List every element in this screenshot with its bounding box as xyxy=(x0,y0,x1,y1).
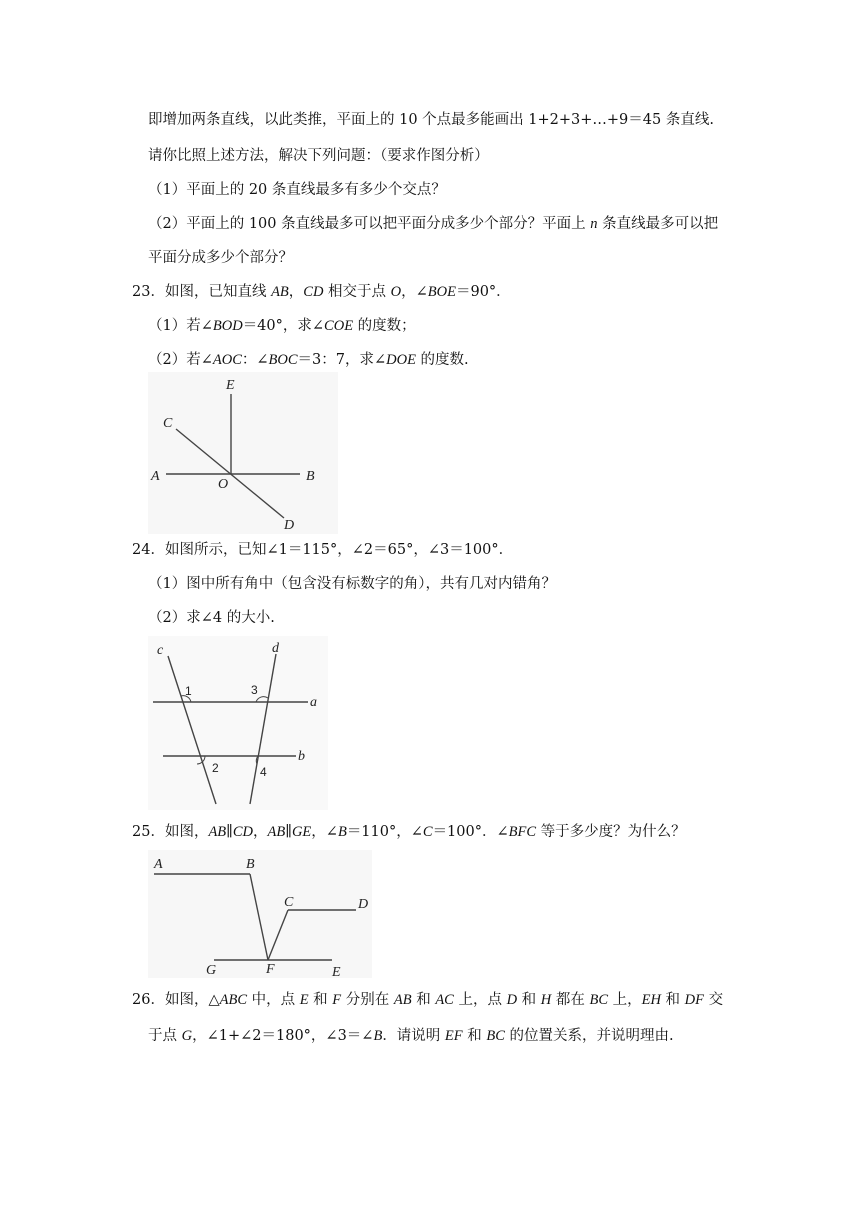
fig24-angle-4: 4 xyxy=(260,765,267,779)
fig23-label-a: A xyxy=(151,469,160,484)
intro-line-1: 即增加两条直线，以此类推，平面上的 10 个点最多能画出 1+2+3+…+9＝45 条直线. xyxy=(148,112,714,128)
intro-question-2: （2）平面上的 100 条直线最多可以把平面分成多少个部分？平面上 n 条直线最多可以把 xyxy=(148,216,719,232)
fig25-label-e: E xyxy=(332,965,341,978)
fig25-label-a: A xyxy=(154,857,163,872)
problem-24-part-1: （1）图中所有角中（包含没有标数字的角），共有几对内错角？ xyxy=(148,576,556,592)
fig23-label-o: O xyxy=(218,477,229,492)
fig23-label-c: C xyxy=(163,416,173,431)
problem-26-line-2: 于点 G，∠1+∠2＝180°，∠3＝∠B．请说明 EF 和 BC 的位置关系，并说明理由. xyxy=(148,1028,674,1044)
fig24-label-d: d xyxy=(272,641,279,656)
problem-24-part-2: （2）求∠4 的大小. xyxy=(148,610,275,626)
problem-25-heading: 25．如图，AB∥CD，AB∥GE，∠B＝110°，∠C＝100°．∠BFC 等于多少度？为什么？ xyxy=(132,824,686,840)
fig25-label-c: C xyxy=(284,895,294,910)
figure-24 xyxy=(148,636,328,810)
figure-23 xyxy=(148,372,338,534)
problem-23-part-1: （1）若∠BOD＝40°，求∠COE 的度数； xyxy=(148,318,416,334)
fig24-angle-1: 1 xyxy=(185,684,192,698)
fig24-angle-2: 2 xyxy=(212,761,219,775)
fig24-label-a: a xyxy=(310,695,317,710)
fig25-label-b: B xyxy=(246,857,255,872)
fig23-label-d: D xyxy=(284,518,295,533)
fig24-label-b: b xyxy=(298,749,305,764)
intro-question-1: （1）平面上的 20 条直线最多有多少个交点？ xyxy=(148,182,446,198)
fig24-label-c: c xyxy=(157,643,164,658)
problem-23-heading: 23．如图，已知直线 AB，CD 相交于点 O，∠BOE＝90°． xyxy=(132,284,511,300)
problem-24-heading: 24．如图所示，已知∠1＝115°，∠2＝65°，∠3＝100°． xyxy=(132,542,514,558)
problem-26-line-1: 26．如图，△ABC 中，点 E 和 F 分别在 AB 和 AC 上，点 D 和 H 都在 BC 上，EH 和 DF 交 xyxy=(132,992,724,1008)
intro-line-2: 请你比照上述方法，解决下列问题：（要求作图分析） xyxy=(148,148,489,164)
figure-25 xyxy=(148,850,372,978)
fig25-label-f: F xyxy=(266,962,275,977)
fig25-label-d: D xyxy=(358,897,369,912)
intro-question-2-cont: 平面分成多少个部分？ xyxy=(148,250,293,266)
fig24-angle-3: 3 xyxy=(251,683,258,697)
fig23-label-e: E xyxy=(226,378,235,393)
fig25-label-g: G xyxy=(206,963,217,978)
problem-23-part-2: （2）若∠AOC：∠BOC＝3：7，求∠DOE 的度数. xyxy=(148,352,469,368)
fig23-label-b: B xyxy=(306,469,315,484)
